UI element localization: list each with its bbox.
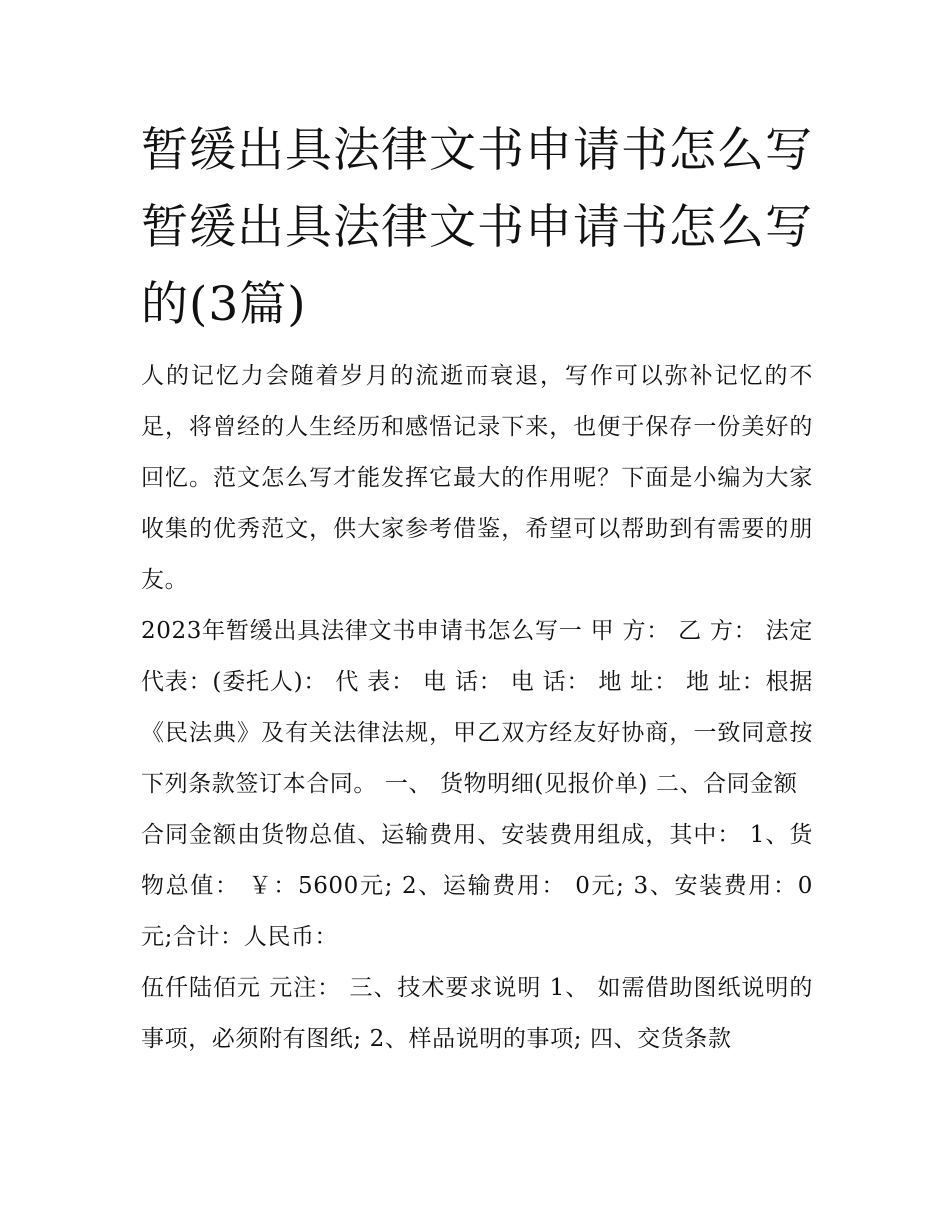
document-title: 暂缓出具法律文书申请书怎么写 暂缓出具法律文书申请书怎么写的(3篇) — [141, 123, 813, 332]
document-page — [141, 112, 813, 1065]
contract-parties-paragraph: 2023年暂缓出具法律文书申请书怎么写一 甲 方： 乙 方： 法定代表：(委托人)： 代 表： 电 话： 电 话： 地 址： 地 址：根据《民法典》及有关法律法规，甲乙双方经友好协商，一致同意按下列条款签订本合同。 一、 货物明细(见报价单) 二、合同金额 — [141, 618, 814, 797]
technical-requirements-paragraph: 伍仟陆佰元 元注： 三、技术要求说明 1、 如需借助图纸说明的事项，必须附有图纸; 2、样品说明的事项; 四、交货条款 — [141, 975, 813, 1052]
intro-paragraph: 人的记忆力会随着岁月的流逝而衰退，写作可以弥补记忆的不足，将曾经的人生经历和感悟记录下来，也便于保存一份美好的回忆。范文怎么写才能发挥它最大的作用呢？下面是小编为大家收集的优秀范文，供大家参考借鉴，希望可以帮助到有需要的朋友。 — [141, 363, 813, 593]
contract-amount-paragraph: 合同金额由货物总值、运输费用、安装费用组成，其中： 1、货物总值： ￥：5600元; 2、运输费用： 0元; 3、安装费用：0元;合计：人民币： — [141, 822, 813, 950]
